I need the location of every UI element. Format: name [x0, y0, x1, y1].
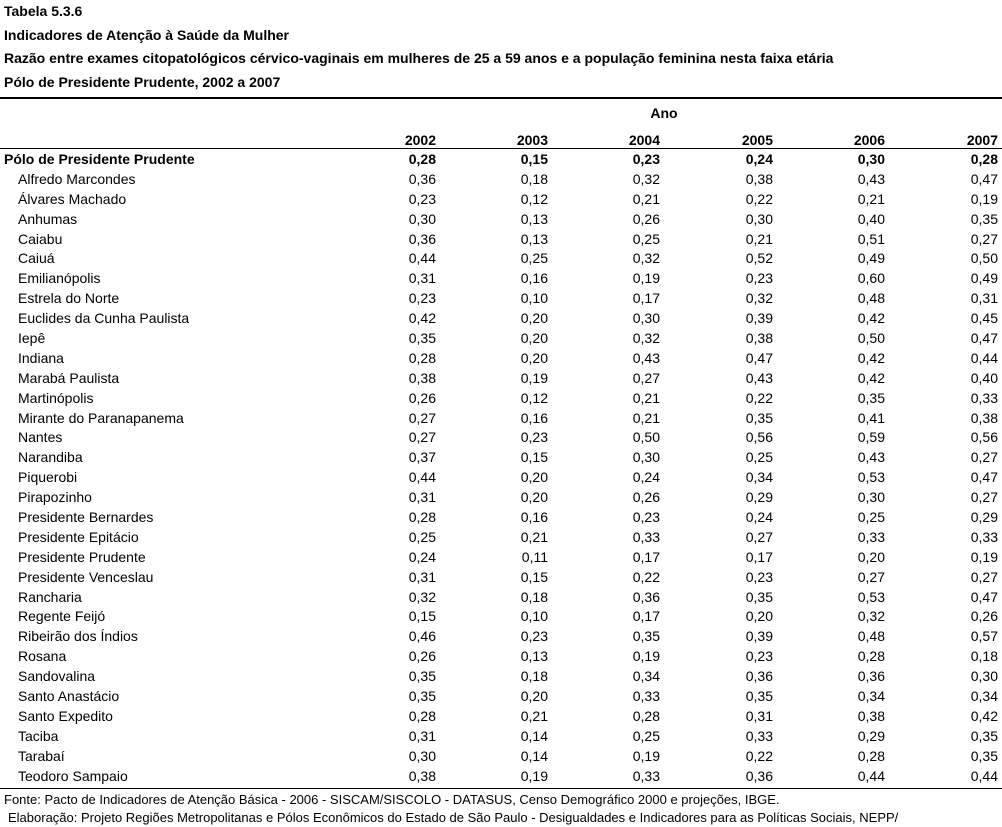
- table-row: [0, 249, 1002, 269]
- ratio-value: 0,57: [970, 628, 998, 645]
- ratio-value: 0,35: [408, 330, 436, 347]
- ratio-value: 0,23: [520, 429, 548, 446]
- ratio-value: 0,30: [857, 151, 885, 167]
- table-number: Tabela 5.3.6: [4, 3, 83, 19]
- ratio-value: 0,47: [970, 588, 998, 605]
- header-rule: [0, 148, 1002, 149]
- ratio-value: 0,18: [520, 170, 548, 187]
- table-row: [0, 727, 1002, 747]
- ratio-value: 0,32: [632, 330, 660, 347]
- ratio-value: 0,20: [745, 608, 773, 625]
- ratio-value: 0,20: [857, 548, 885, 565]
- table-row: [0, 170, 1002, 190]
- ratio-value: 0,29: [745, 489, 773, 506]
- ratio-value: 0,35: [970, 727, 998, 744]
- ratio-value: 0,38: [970, 409, 998, 426]
- footer-credits: Elaboração: Projeto Regiões Metropolitanas e Pólos Econômicos do Estado de São Paulo - Desigualdades e Indicadores para as Políticas Sociais, NEPP/: [8, 810, 899, 825]
- ratio-value: 0,41: [857, 409, 885, 426]
- ratio-value: 0,47: [970, 330, 998, 347]
- ratio-value: 0,48: [857, 628, 885, 645]
- ratio-value: 0,35: [970, 210, 998, 227]
- ratio-value: 0,27: [745, 528, 773, 545]
- ratio-value: 0,52: [745, 250, 773, 267]
- ratio-value: 0,35: [745, 588, 773, 605]
- ratio-value: 0,27: [632, 369, 660, 386]
- table-row: [0, 369, 1002, 389]
- ratio-value: 0,22: [745, 389, 773, 406]
- ratio-value: 0,34: [857, 688, 885, 705]
- ratio-value: 0,24: [745, 509, 773, 526]
- ratio-value: 0,14: [520, 747, 548, 764]
- ratio-value: 0,36: [745, 767, 773, 784]
- municipality-name: Rancharia: [18, 588, 82, 605]
- ratio-value: 0,18: [520, 668, 548, 685]
- ratio-value: 0,20: [520, 330, 548, 347]
- table-row: [0, 409, 1002, 429]
- municipality-name: Álvares Machado: [18, 190, 127, 207]
- ratio-value: 0,33: [632, 688, 660, 705]
- ratio-value: 0,34: [970, 688, 998, 705]
- table-row: [0, 667, 1002, 687]
- ratio-value: 0,19: [970, 190, 998, 207]
- year-header: 2004: [628, 132, 660, 148]
- table-row: [0, 468, 1002, 488]
- ratio-value: 0,22: [745, 190, 773, 207]
- municipality-name: Iepê: [18, 330, 46, 347]
- ratio-value: 0,33: [857, 528, 885, 545]
- ratio-value: 0,30: [970, 668, 998, 685]
- ratio-value: 0,33: [632, 767, 660, 784]
- ratio-value: 0,38: [408, 767, 436, 784]
- ratio-value: 0,47: [970, 170, 998, 187]
- ratio-value: 0,19: [632, 747, 660, 764]
- ratio-value: 0,31: [745, 707, 773, 724]
- ratio-value: 0,15: [520, 449, 548, 466]
- ratio-value: 0,50: [970, 250, 998, 267]
- ratio-value: 0,19: [520, 369, 548, 386]
- table-row: [0, 747, 1002, 767]
- ratio-value: 0,28: [408, 151, 436, 167]
- table-bottom-rule: [0, 788, 1002, 789]
- ratio-value: 0,39: [745, 310, 773, 327]
- ratio-value: 0,21: [520, 528, 548, 545]
- ratio-value: 0,23: [632, 509, 660, 526]
- ratio-value: 0,35: [970, 747, 998, 764]
- ratio-value: 0,44: [408, 469, 436, 486]
- ratio-value: 0,60: [857, 270, 885, 287]
- ratio-value: 0,18: [970, 648, 998, 665]
- table-row: [0, 309, 1002, 329]
- ratio-value: 0,43: [745, 369, 773, 386]
- ratio-value: 0,29: [970, 509, 998, 526]
- ratio-value: 0,26: [632, 489, 660, 506]
- ratio-value: 0,56: [745, 429, 773, 446]
- ratio-value: 0,33: [745, 727, 773, 744]
- ratio-value: 0,40: [857, 210, 885, 227]
- municipality-name: Mirante do Paranapanema: [18, 409, 184, 426]
- ratio-value: 0,27: [408, 429, 436, 446]
- ratio-value: 0,16: [520, 270, 548, 287]
- table-row: [0, 767, 1002, 787]
- ratio-value: 0,20: [520, 469, 548, 486]
- municipality-name: Teodoro Sampaio: [18, 767, 128, 784]
- ratio-value: 0,26: [970, 608, 998, 625]
- municipality-name: Tarabaí: [18, 747, 65, 764]
- ratio-value: 0,36: [745, 668, 773, 685]
- ratio-value: 0,21: [632, 190, 660, 207]
- municipality-name: Indiana: [18, 349, 64, 366]
- table-row: [0, 548, 1002, 568]
- table-row: [0, 568, 1002, 588]
- ratio-value: 0,42: [857, 349, 885, 366]
- ratio-value: 0,50: [632, 429, 660, 446]
- ratio-value: 0,32: [745, 290, 773, 307]
- ratio-value: 0,17: [745, 548, 773, 565]
- ratio-value: 0,23: [745, 270, 773, 287]
- table-header: [4, 0, 1002, 94]
- ratio-value: 0,22: [745, 747, 773, 764]
- ratio-value: 0,15: [408, 608, 436, 625]
- ratio-value: 0,31: [408, 727, 436, 744]
- municipality-name: Presidente Epitácio: [18, 528, 139, 545]
- ratio-value: 0,30: [632, 310, 660, 327]
- ratio-value: 0,25: [745, 449, 773, 466]
- municipality-name: Taciba: [18, 727, 59, 744]
- ratio-value: 0,44: [857, 767, 885, 784]
- table-row: [0, 588, 1002, 608]
- region-name: Pólo de Presidente Prudente: [4, 151, 195, 167]
- table-row: [0, 428, 1002, 448]
- municipality-name: Sandovalina: [18, 668, 96, 685]
- ratio-value: 0,15: [520, 568, 548, 585]
- ratio-value: 0,35: [632, 628, 660, 645]
- ratio-value: 0,24: [408, 548, 436, 565]
- ratio-value: 0,43: [632, 349, 660, 366]
- ratio-value: 0,13: [520, 230, 548, 247]
- year-header: 2003: [516, 132, 548, 148]
- ratio-value: 0,20: [520, 489, 548, 506]
- ratio-value: 0,39: [745, 628, 773, 645]
- ratio-value: 0,42: [857, 369, 885, 386]
- table-region-period: Pólo de Presidente Prudente, 2002 a 2007: [4, 73, 281, 90]
- year-header: 2006: [853, 132, 885, 148]
- ratio-value: 0,24: [632, 469, 660, 486]
- ratio-value: 0,42: [857, 310, 885, 327]
- ratio-value: 0,18: [520, 588, 548, 605]
- municipality-name: Piquerobi: [18, 469, 78, 486]
- ratio-value: 0,27: [408, 409, 436, 426]
- ratio-value: 0,38: [745, 170, 773, 187]
- ratio-value: 0,31: [408, 489, 436, 506]
- ratio-value: 0,13: [520, 210, 548, 227]
- municipality-name: Rosana: [18, 648, 67, 665]
- ratio-value: 0,27: [970, 449, 998, 466]
- municipality-name: Caiuá: [18, 250, 55, 267]
- year-header: 2002: [404, 132, 436, 148]
- ratio-value: 0,44: [970, 767, 998, 784]
- year-header: 2007: [966, 132, 998, 148]
- ratio-value: 0,16: [520, 509, 548, 526]
- ratio-value: 0,40: [970, 369, 998, 386]
- ratio-value: 0,46: [408, 628, 436, 645]
- ratio-value: 0,26: [408, 389, 436, 406]
- group-header-ano: Ano: [650, 105, 678, 121]
- year-header: 2005: [741, 132, 773, 148]
- ratio-value: 0,35: [745, 409, 773, 426]
- ratio-value: 0,35: [408, 668, 436, 685]
- table-subtitle: Razão entre exames citopatológicos cérvico-vaginais em mulheres de 25 a 59 anos e a população feminina nesta faixa etária: [4, 50, 834, 66]
- ratio-value: 0,31: [408, 270, 436, 287]
- ratio-value: 0,25: [632, 727, 660, 744]
- municipality-name: Emilianópolis: [18, 270, 101, 287]
- ratio-value: 0,30: [745, 210, 773, 227]
- table-row: [0, 687, 1002, 707]
- ratio-value: 0,24: [745, 151, 773, 167]
- ratio-value: 0,38: [857, 707, 885, 724]
- ratio-value: 0,38: [408, 369, 436, 386]
- ratio-value: 0,33: [632, 528, 660, 545]
- ratio-value: 0,29: [857, 727, 885, 744]
- municipality-name: Estrela do Norte: [18, 290, 120, 307]
- table-title: Indicadores de Atenção à Saúde da Mulher: [4, 26, 289, 43]
- ratio-value: 0,33: [970, 389, 998, 406]
- ratio-value: 0,28: [408, 349, 436, 366]
- ratio-value: 0,36: [408, 170, 436, 187]
- ratio-value: 0,14: [520, 727, 548, 744]
- ratio-value: 0,19: [970, 548, 998, 565]
- ratio-value: 0,59: [857, 429, 885, 446]
- table-row: [0, 528, 1002, 548]
- ratio-value: 0,17: [632, 548, 660, 565]
- municipality-name: Marabá Paulista: [18, 369, 120, 386]
- ratio-value: 0,37: [408, 449, 436, 466]
- ratio-value: 0,25: [520, 250, 548, 267]
- ratio-value: 0,23: [408, 290, 436, 307]
- table-row: [0, 488, 1002, 508]
- ratio-value: 0,27: [857, 568, 885, 585]
- municipality-name: Narandiba: [18, 449, 83, 466]
- ratio-value: 0,23: [408, 190, 436, 207]
- ratio-value: 0,53: [857, 588, 885, 605]
- ratio-value: 0,20: [520, 349, 548, 366]
- ratio-value: 0,32: [408, 588, 436, 605]
- ratio-value: 0,25: [857, 509, 885, 526]
- ratio-value: 0,22: [632, 568, 660, 585]
- ratio-value: 0,35: [857, 389, 885, 406]
- ratio-value: 0,12: [520, 190, 548, 207]
- ratio-value: 0,28: [857, 747, 885, 764]
- ratio-value: 0,11: [521, 548, 548, 565]
- ratio-value: 0,35: [408, 688, 436, 705]
- table-total-row: [0, 150, 1002, 170]
- ratio-value: 0,36: [857, 668, 885, 685]
- ratio-value: 0,20: [520, 310, 548, 327]
- table-row: [0, 269, 1002, 289]
- table-row: [0, 329, 1002, 349]
- ratio-value: 0,56: [970, 429, 998, 446]
- ratio-value: 0,31: [970, 290, 998, 307]
- table-body: [0, 150, 1002, 787]
- ratio-value: 0,25: [408, 528, 436, 545]
- ratio-value: 0,36: [408, 230, 436, 247]
- ratio-value: 0,45: [970, 310, 998, 327]
- ratio-value: 0,27: [970, 230, 998, 247]
- ratio-value: 0,44: [408, 250, 436, 267]
- ratio-value: 0,30: [857, 489, 885, 506]
- ratio-value: 0,51: [857, 230, 885, 247]
- municipality-name: Anhumas: [18, 210, 78, 227]
- municipality-name: Caiabu: [18, 230, 63, 247]
- ratio-value: 0,27: [970, 568, 998, 585]
- ratio-value: 0,26: [408, 648, 436, 665]
- ratio-value: 0,48: [857, 290, 885, 307]
- table-row: [0, 647, 1002, 667]
- ratio-value: 0,19: [520, 767, 548, 784]
- table-row: [0, 707, 1002, 727]
- ratio-value: 0,47: [745, 349, 773, 366]
- municipality-name: Santo Anastácio: [18, 688, 120, 705]
- table-row: [0, 349, 1002, 369]
- ratio-value: 0,23: [520, 628, 548, 645]
- ratio-value: 0,10: [520, 608, 548, 625]
- ratio-value: 0,12: [520, 389, 548, 406]
- ratio-value: 0,44: [970, 349, 998, 366]
- ratio-value: 0,10: [520, 290, 548, 307]
- ratio-value: 0,47: [970, 469, 998, 486]
- municipality-name: Presidente Prudente: [18, 548, 146, 565]
- ratio-value: 0,28: [632, 707, 660, 724]
- ratio-value: 0,21: [632, 389, 660, 406]
- ratio-value: 0,28: [857, 648, 885, 665]
- municipality-name: Pirapozinho: [18, 489, 92, 506]
- ratio-value: 0,28: [970, 151, 998, 167]
- ratio-value: 0,31: [408, 568, 436, 585]
- ratio-value: 0,32: [632, 170, 660, 187]
- ratio-value: 0,23: [745, 648, 773, 665]
- table-row: [0, 627, 1002, 647]
- ratio-value: 0,26: [632, 210, 660, 227]
- ratio-value: 0,34: [745, 469, 773, 486]
- table-top-rule: [0, 97, 1002, 99]
- ratio-value: 0,21: [632, 409, 660, 426]
- group-header-row: [0, 103, 1002, 123]
- table-row: [0, 448, 1002, 468]
- municipality-name: Ribeirão dos Índios: [18, 628, 138, 645]
- ratio-value: 0,16: [520, 409, 548, 426]
- ratio-value: 0,32: [632, 250, 660, 267]
- table-row: [0, 210, 1002, 230]
- ratio-value: 0,25: [632, 230, 660, 247]
- ratio-value: 0,43: [857, 449, 885, 466]
- ratio-value: 0,21: [745, 230, 773, 247]
- ratio-value: 0,42: [408, 310, 436, 327]
- ratio-value: 0,27: [970, 489, 998, 506]
- ratio-value: 0,49: [970, 270, 998, 287]
- year-header-row: [0, 130, 1002, 150]
- ratio-value: 0,30: [408, 747, 436, 764]
- municipality-name: Alfredo Marcondes: [18, 170, 136, 187]
- table-row: [0, 230, 1002, 250]
- municipality-name: Euclides da Cunha Paulista: [18, 310, 190, 327]
- ratio-value: 0,35: [745, 688, 773, 705]
- ratio-value: 0,30: [408, 210, 436, 227]
- municipality-name: Presidente Bernardes: [18, 509, 154, 526]
- ratio-value: 0,15: [520, 151, 548, 167]
- ratio-value: 0,19: [632, 270, 660, 287]
- ratio-value: 0,28: [408, 707, 436, 724]
- municipality-name: Nantes: [18, 429, 63, 446]
- ratio-value: 0,17: [632, 290, 660, 307]
- ratio-value: 0,32: [857, 608, 885, 625]
- table-row: [0, 607, 1002, 627]
- municipality-name: Regente Feijó: [18, 608, 106, 625]
- ratio-value: 0,21: [520, 707, 548, 724]
- table-row: [0, 190, 1002, 210]
- ratio-value: 0,34: [632, 668, 660, 685]
- ratio-value: 0,23: [745, 568, 773, 585]
- ratio-value: 0,21: [857, 190, 885, 207]
- table-row: [0, 508, 1002, 528]
- table-row: [0, 289, 1002, 309]
- ratio-value: 0,38: [745, 330, 773, 347]
- footer-source: Fonte: Pacto de Indicadores de Atenção Básica - 2006 - SISCAM/SISCOLO - DATASUS, Censo Demográfico 2000 e projeções, IBGE.: [4, 792, 780, 807]
- ratio-value: 0,28: [408, 509, 436, 526]
- table-row: [0, 389, 1002, 409]
- ratio-value: 0,19: [632, 648, 660, 665]
- ratio-value: 0,13: [520, 648, 548, 665]
- ratio-value: 0,53: [857, 469, 885, 486]
- ratio-value: 0,43: [857, 170, 885, 187]
- ratio-value: 0,33: [970, 528, 998, 545]
- ratio-value: 0,49: [857, 250, 885, 267]
- ratio-value: 0,17: [632, 608, 660, 625]
- municipality-name: Santo Expedito: [18, 707, 113, 724]
- ratio-value: 0,30: [632, 449, 660, 466]
- municipality-name: Martinópolis: [18, 389, 94, 406]
- ratio-value: 0,50: [857, 330, 885, 347]
- ratio-value: 0,23: [632, 151, 660, 167]
- ratio-value: 0,36: [632, 588, 660, 605]
- ratio-value: 0,42: [970, 707, 998, 724]
- ratio-value: 0,20: [520, 688, 548, 705]
- municipality-name: Presidente Venceslau: [18, 568, 154, 585]
